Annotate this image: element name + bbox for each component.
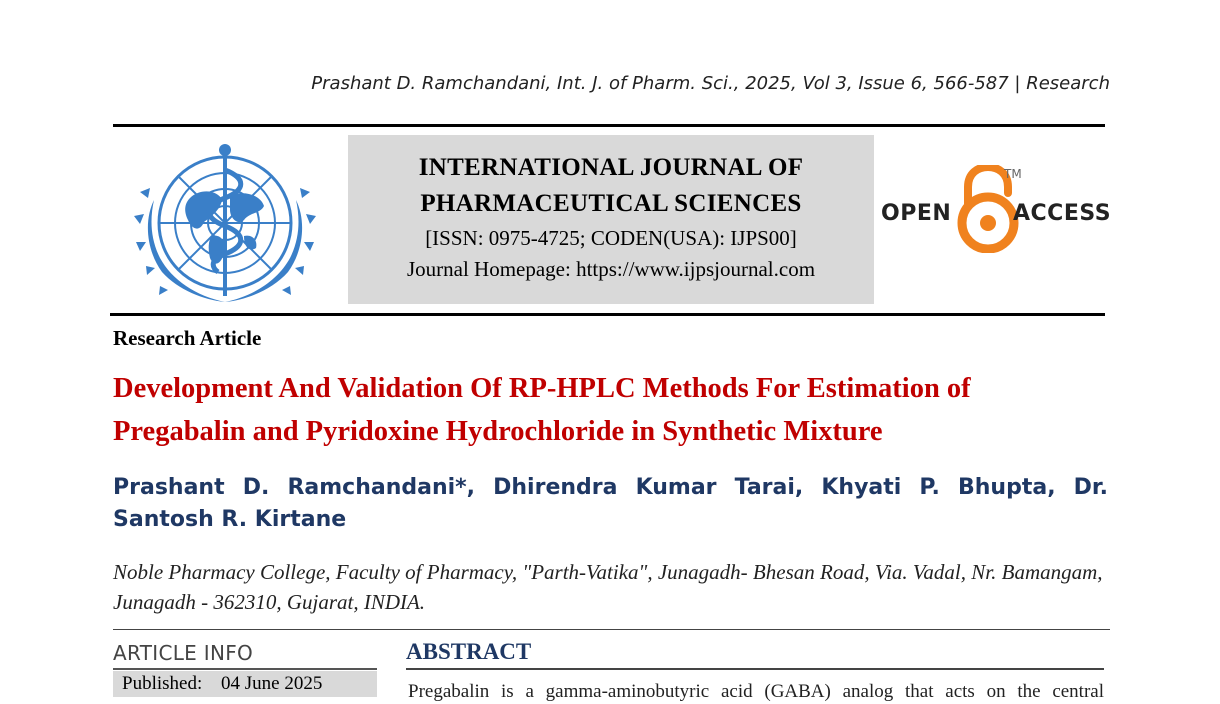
journal-issn: [ISSN: 0975-4725; CODEN(USA): IJPS00] — [425, 226, 797, 250]
open-access-logo — [880, 165, 1110, 257]
open-access-trademark: TM — [1004, 167, 1022, 181]
published-date: 04 June 2025 — [221, 673, 323, 694]
published-row — [113, 671, 377, 697]
abstract-underline — [406, 668, 1104, 670]
author-list: Prashant D. Ramchandani*, Dhirendra Kumar Tarai, Khyati P. Bhupta, Dr. Santosh R. Kirtane — [113, 475, 1108, 532]
section-divider — [113, 629, 1110, 630]
open-access-open-text: OPEN — [881, 201, 952, 226]
abstract-heading: ABSTRACT — [406, 639, 532, 664]
paper-title: Development And Validation Of RP-HPLC Methods For Estimation of Pregabalin and Pyridoxine Hydrochloride in Synthetic Mixture — [113, 373, 971, 447]
header-rule-bottom — [110, 313, 1105, 316]
open-access-access-text: ACCESS — [1013, 201, 1112, 226]
caduceus-world-emblem-icon — [126, 140, 324, 306]
article-type: Research Article — [113, 326, 262, 350]
header-rule-top — [113, 124, 1105, 127]
abstract-text: Pregabalin is a gamma-aminobutyric acid (GABA) analog that acts on the central — [408, 681, 1104, 702]
article-info-heading: ARTICLE INFO — [113, 641, 254, 665]
article-info-underline — [113, 668, 377, 670]
author-affiliation: Noble Pharmacy College, Faculty of Pharmacy, "Parth-Vatika", Junagadh- Bhesan Road, Via. Vadal, Nr. Bamangam, Junagadh - 362310, Gujarat, INDIA. — [113, 560, 1103, 614]
published-label: Published: — [122, 673, 203, 694]
journal-masthead — [348, 135, 874, 304]
journal-homepage: Journal Homepage: https://www.ijpsjournal.com — [406, 257, 816, 281]
running-header: Prashant D. Ramchandani, Int. J. of Pharm. Sci., 2025, Vol 3, Issue 6, 566-587 | Research — [311, 73, 1110, 94]
journal-title: INTERNATIONAL JOURNAL OF PHARMACEUTICAL SCIENCES — [418, 154, 804, 217]
